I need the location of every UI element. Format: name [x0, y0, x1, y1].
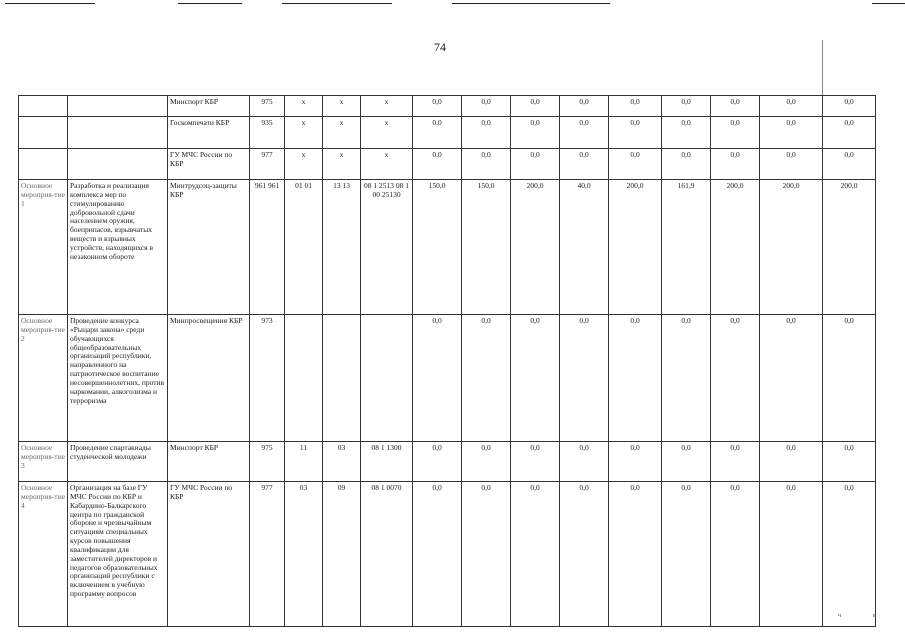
value-cell: 0,0: [823, 149, 876, 180]
value-cell: 0,0: [560, 482, 609, 627]
description-cell: Проведение спартакиады студенческой молодежи: [68, 442, 168, 482]
value-cell: 0,0: [609, 442, 662, 482]
executor-cell: Минспорт КБР: [168, 442, 250, 482]
code-cell: x: [361, 117, 413, 149]
value-cell: 0,0: [823, 482, 876, 627]
code-cell: 08 1 1300: [361, 442, 413, 482]
value-cell: 0,0: [560, 117, 609, 149]
value-cell: 0,0: [511, 96, 560, 117]
code-cell: [323, 315, 361, 442]
value-cell: 0,0: [462, 149, 511, 180]
value-cell: 161,9: [662, 180, 711, 315]
value-cell: 0,0: [413, 482, 462, 627]
value-cell: 0,0: [662, 149, 711, 180]
value-cell: 0,0: [662, 315, 711, 442]
code-cell: 11: [285, 442, 323, 482]
code-cell: 03: [323, 442, 361, 482]
code-cell: 975: [250, 96, 285, 117]
value-cell: 0,0: [560, 442, 609, 482]
code-cell: 03: [285, 482, 323, 627]
value-cell: 0,0: [413, 442, 462, 482]
code-cell: 973: [250, 315, 285, 442]
value-cell: 0,0: [462, 315, 511, 442]
description-cell: Разработка и реализация комплекса мер по стимулированию добровольной сдачи населением оружия, боеприпасов, взрывчатых веществ и взрывных устройств, находящихся в незаконном обороте: [68, 180, 168, 315]
executor-cell: Минтрудсоц-защиты КБР: [168, 180, 250, 315]
code-cell: 08 1 0070: [361, 482, 413, 627]
scan-edge-line: [282, 3, 392, 4]
value-cell: 0,0: [609, 482, 662, 627]
code-cell: 961 961: [250, 180, 285, 315]
value-cell: 0,0: [511, 149, 560, 180]
value-cell: 0,0: [760, 96, 823, 117]
value-cell: 0,0: [609, 315, 662, 442]
value-cell: 0,0: [760, 442, 823, 482]
value-cell: 0,0: [413, 96, 462, 117]
footer-mark: ч: [838, 613, 842, 619]
description-cell: [68, 149, 168, 180]
value-cell: 0,0: [662, 117, 711, 149]
code-cell: x: [361, 149, 413, 180]
code-cell: 975: [250, 442, 285, 482]
value-cell: 200,0: [511, 180, 560, 315]
value-cell: 0,0: [662, 442, 711, 482]
value-cell: 0,0: [662, 482, 711, 627]
code-cell: x: [323, 149, 361, 180]
value-cell: 0,0: [711, 442, 760, 482]
value-cell: 0,0: [609, 149, 662, 180]
code-cell: x: [323, 117, 361, 149]
executor-cell: Госкомпечати КБР: [168, 117, 250, 149]
executor-cell: ГУ МЧС России по КБР: [168, 482, 250, 627]
table-row: [19, 482, 876, 627]
value-cell: 0,0: [560, 315, 609, 442]
code-cell: 935: [250, 117, 285, 149]
value-cell: 0,0: [462, 117, 511, 149]
value-cell: 0,0: [413, 315, 462, 442]
measure-cell: Основное мероприя-тие 3: [19, 442, 68, 482]
table-row: [19, 117, 876, 149]
value-cell: 200,0: [760, 180, 823, 315]
measure-cell: Основное мероприя-тие 2: [19, 315, 68, 442]
value-cell: 0,0: [711, 315, 760, 442]
code-cell: x: [285, 117, 323, 149]
description-cell: [68, 96, 168, 117]
code-cell: 13 13: [323, 180, 361, 315]
value-cell: 200,0: [711, 180, 760, 315]
table-row: [19, 442, 876, 482]
value-cell: 0,0: [511, 442, 560, 482]
value-cell: 0,0: [462, 482, 511, 627]
measure-cell: Основное мероприя-тие 4: [19, 482, 68, 627]
value-cell: 0,0: [413, 149, 462, 180]
table-row: [19, 315, 876, 442]
code-cell: 977: [250, 482, 285, 627]
value-cell: 0,0: [760, 482, 823, 627]
code-cell: 01 01: [285, 180, 323, 315]
value-cell: 0,0: [760, 315, 823, 442]
value-cell: 0,0: [711, 96, 760, 117]
value-cell: 0,0: [760, 117, 823, 149]
value-cell: 200,0: [609, 180, 662, 315]
scan-edge-line: [178, 3, 242, 4]
value-cell: 0,0: [711, 149, 760, 180]
value-cell: 0,0: [462, 442, 511, 482]
code-cell: [285, 315, 323, 442]
executor-cell: Минспорт КБР: [168, 96, 250, 117]
code-cell: 08 1 2513 08 1 00 25130: [361, 180, 413, 315]
scan-edge-line: [5, 3, 95, 4]
value-cell: 150,0: [462, 180, 511, 315]
value-cell: 0,0: [511, 315, 560, 442]
value-cell: 0,0: [823, 442, 876, 482]
code-cell: 977: [250, 149, 285, 180]
measure-cell: [19, 149, 68, 180]
program-table: [18, 95, 876, 627]
code-cell: 09: [323, 482, 361, 627]
table-row: [19, 149, 876, 180]
value-cell: 0,0: [511, 482, 560, 627]
value-cell: 0,0: [560, 149, 609, 180]
value-cell: 0,0: [823, 315, 876, 442]
value-cell: 0,0: [609, 117, 662, 149]
code-cell: x: [285, 96, 323, 117]
table-row: [19, 96, 876, 117]
value-cell: 0,0: [760, 149, 823, 180]
value-cell: 0,0: [462, 96, 511, 117]
footer-mark: в: [873, 613, 876, 619]
scan-edge-line: [452, 3, 610, 4]
description-cell: Организация на базе ГУ МЧС России по КБР и Кабардино-Балкарского центра по гражданской обороне и чрезвычайным ситуациям специальных курсов повышения квалификации для заместителей директоров и педагогов образовательных организаций республики с включением в учебную программу вопросов: [68, 482, 168, 627]
measure-cell: [19, 96, 68, 117]
measure-cell: Основное мероприя-тие 1: [19, 180, 68, 315]
value-cell: 0,0: [823, 117, 876, 149]
description-cell: Проведение конкурса «Рыцари закона» среди обучающихся общеобразовательных организаций республики, направленного на патриотическое воспитание несовершеннолетних, против наркомании, алкоголизма и терроризма: [68, 315, 168, 442]
value-cell: 40,0: [560, 180, 609, 315]
table-row: [19, 180, 876, 315]
description-cell: [68, 117, 168, 149]
value-cell: 0,0: [413, 117, 462, 149]
value-cell: 0,0: [711, 482, 760, 627]
code-cell: x: [323, 96, 361, 117]
value-cell: 0,0: [609, 96, 662, 117]
value-cell: 0,0: [823, 96, 876, 117]
executor-cell: Минпросвещения КБР: [168, 315, 250, 442]
value-cell: 0,0: [511, 117, 560, 149]
page-number: 74: [434, 40, 446, 54]
value-cell: 0,0: [711, 117, 760, 149]
executor-cell: ГУ МЧС России по КБР: [168, 149, 250, 180]
code-cell: x: [285, 149, 323, 180]
measure-cell: [19, 117, 68, 149]
value-cell: 0,0: [662, 96, 711, 117]
code-cell: [361, 315, 413, 442]
value-cell: 150,0: [413, 180, 462, 315]
scan-edge-line: [872, 3, 905, 4]
value-cell: 0,0: [560, 96, 609, 117]
code-cell: x: [361, 96, 413, 117]
value-cell: 200,0: [823, 180, 876, 315]
